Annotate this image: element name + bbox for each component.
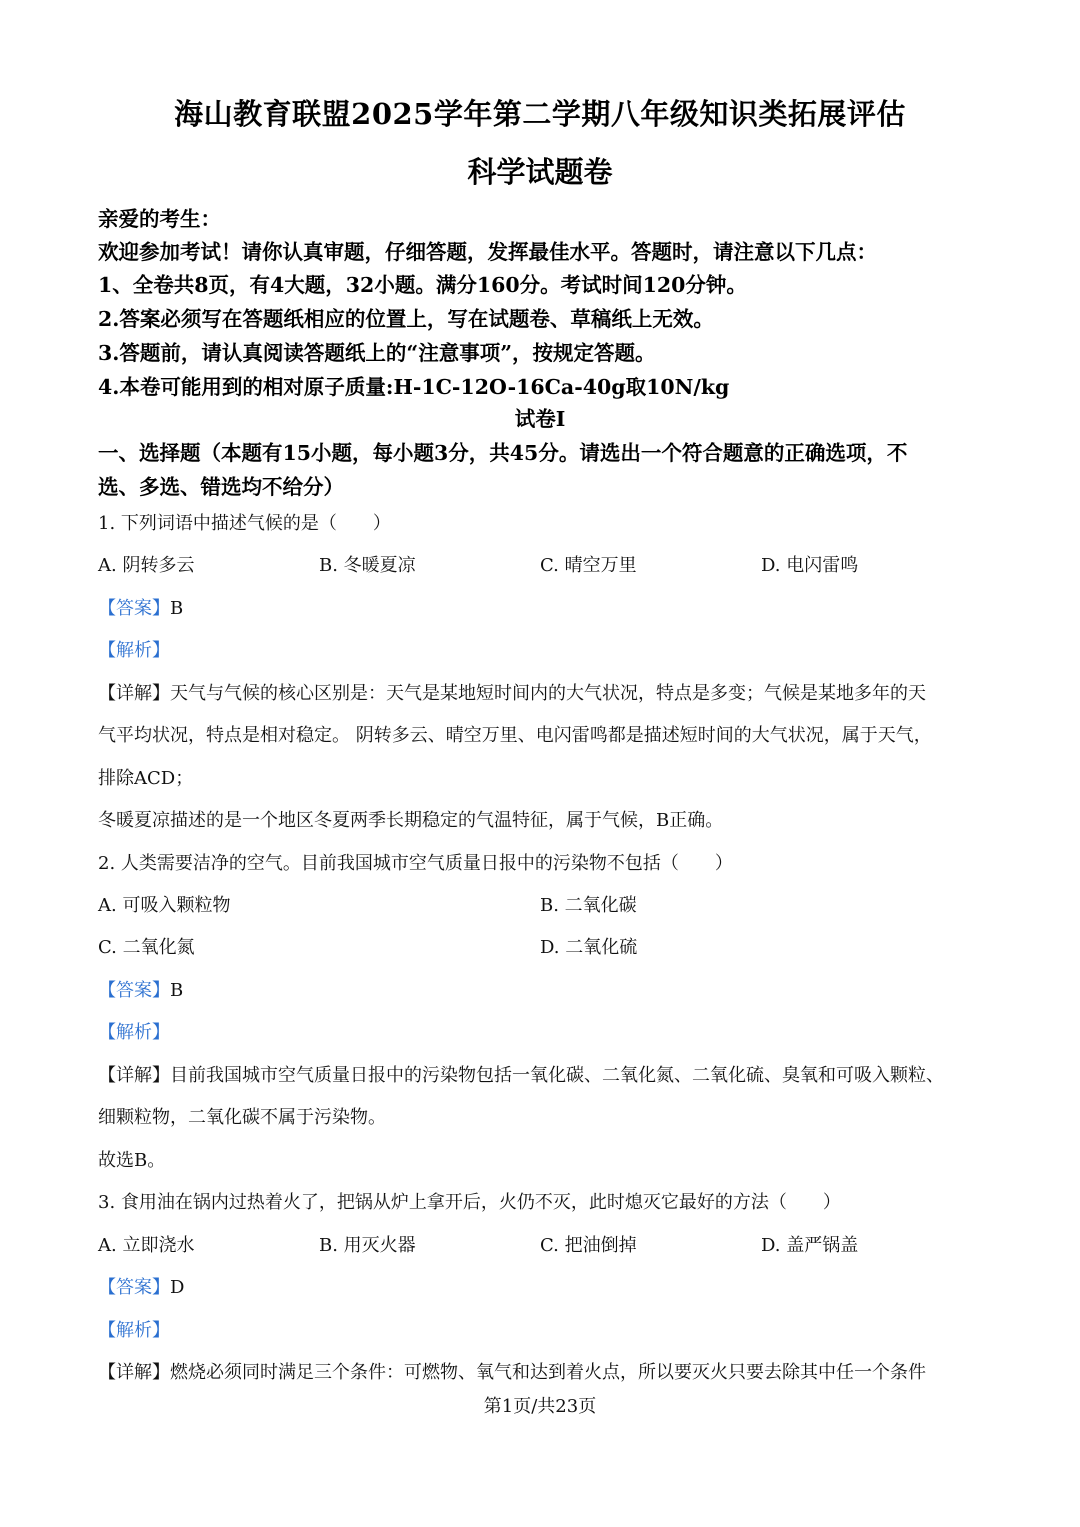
notice-item: 4.本卷可能用到的相对原子质量:H-1C-12O-16Ca-40g取10N/kg <box>98 375 730 399</box>
analysis-label: 【解析】 <box>98 1320 170 1341</box>
detail-line: 故选B。 <box>98 1150 166 1171</box>
option-b: B. 冬暖夏凉 <box>319 555 416 576</box>
question-stem: 2. 人类需要洁净的空气。目前我国城市空气质量日报中的污染物不包括（ ） <box>98 853 733 874</box>
detail-text: 燃烧必须同时满足三个条件：可燃物、氧气和达到着火点，所以要灭火只要去除其中任一个条件 <box>170 1362 926 1383</box>
section-heading: 一、选择题（本题有15小题，每小题3分，共45分。请选出一个符合题意的正确选项，不 <box>98 441 908 465</box>
question-stem: 3. 食用油在锅内过热着火了，把锅从炉上拿开后，火仍不灭，此时熄灭它最好的方法（ ） <box>98 1192 841 1213</box>
answer-label: 【答案】 <box>98 598 170 619</box>
answer-value: B <box>170 598 184 619</box>
answer-value: B <box>170 980 184 1001</box>
option-a: A. 立即浇水 <box>98 1235 195 1256</box>
analysis-label: 【解析】 <box>98 640 170 661</box>
option-a: A. 阴转多云 <box>98 555 195 576</box>
option-b: B. 二氧化碳 <box>540 895 637 916</box>
option-d: D. 盖严锅盖 <box>761 1235 859 1256</box>
detail-text: 目前我国城市空气质量日报中的污染物包括一氧化碳、二氧化氮、二氧化硫、臭氧和可吸入颗粒、 <box>170 1065 944 1086</box>
detail-label: 【详解】 <box>98 683 170 704</box>
answer-row <box>98 1273 184 1299</box>
answer-value: D <box>170 1277 185 1298</box>
notice-greeting: 亲爱的考生： <box>98 207 221 231</box>
detail-text: 天气与气候的核心区别是：天气是某地短时间内的大气状况，特点是多变；气候是某地多年的天 <box>170 683 926 704</box>
detail-line <box>98 1061 944 1087</box>
exam-subtitle: 科学试题卷 <box>467 155 613 189</box>
notice-item: 3.答题前，请认真阅读答题纸上的“注意事项”，按规定答题。 <box>98 341 656 365</box>
answer-row <box>98 976 183 1002</box>
detail-line <box>98 679 926 705</box>
notice-item: 2.答案必须写在答题纸相应的位置上，写在试题卷、草稿纸上无效。 <box>98 307 714 331</box>
exam-title: 海山教育联盟2025学年第二学期八年级知识类拓展评估 <box>174 97 906 131</box>
detail-line <box>98 1358 926 1384</box>
notice-intro: 欢迎参加考试！请你认真审题，仔细答题，发挥最佳水平。答题时，请注意以下几点： <box>98 240 877 264</box>
detail-label: 【详解】 <box>98 1065 170 1086</box>
answer-label: 【答案】 <box>98 1277 170 1298</box>
answer-label: 【答案】 <box>98 980 170 1001</box>
option-d: D. 电闪雷鸣 <box>761 555 859 576</box>
detail-line: 排除ACD； <box>98 768 194 789</box>
analysis-label: 【解析】 <box>98 1022 170 1043</box>
section-heading-cont: 选、多选、错选均不给分） <box>98 475 344 499</box>
option-c: C. 晴空万里 <box>540 555 637 576</box>
option-d: D. 二氧化硫 <box>540 937 638 958</box>
detail-line: 气平均状况，特点是相对稳定。 阴转多云、晴空万里、电闪雷鸣都是描述短时间的大气状况，属于天气， <box>98 725 932 746</box>
option-b: B. 用灭火器 <box>319 1235 416 1256</box>
option-c: C. 把油倒掉 <box>540 1235 637 1256</box>
option-a: A. 可吸入颗粒物 <box>98 895 231 916</box>
detail-label: 【详解】 <box>98 1362 170 1383</box>
detail-line: 冬暖夏凉描述的是一个地区冬夏两季长期稳定的气温特征，属于气候，B正确。 <box>98 810 724 831</box>
question-stem: 1. 下列词语中描述气候的是（ ） <box>98 513 391 534</box>
detail-line: 细颗粒物，二氧化碳不属于污染物。 <box>98 1107 386 1128</box>
paper-section-label: 试卷Ⅰ <box>514 407 566 431</box>
answer-row <box>98 594 183 620</box>
page-footer: 第1页/共23页 <box>483 1396 597 1417</box>
notice-item: 1、全卷共8页，有4大题，32小题。满分160分。考试时间120分钟。 <box>98 273 747 297</box>
option-c: C. 二氧化氮 <box>98 937 195 958</box>
